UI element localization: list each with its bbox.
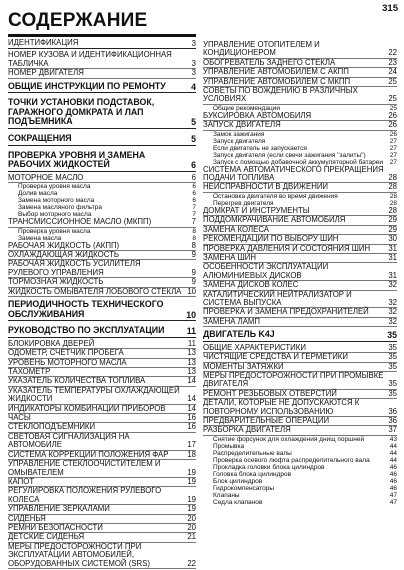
toc-entry-title: ТОЧКИ УСТАНОВКИ ПОДСТАВОК, ГАРАЖНОГО ДОМКРАТА И ЛАП ПОДЪЕМНИКА (8, 97, 155, 127)
toc-entry-title: Долив масла (18, 190, 58, 198)
toc-page-number: 6 (192, 190, 196, 198)
toc-page-number: 35 (388, 388, 397, 398)
toc-entry-title: СОКРАЩЕНИЯ (8, 133, 72, 143)
toc-page-number: 18 (187, 449, 196, 459)
toc-page-number: 23 (388, 57, 397, 67)
toc-entry-title: Замена масла (18, 234, 62, 242)
toc-entry-title: Клапаны (213, 491, 240, 499)
toc-entry-title: ПОДДОМКРАЧИВАНИЕ АВТОМОБИЛЯ (203, 215, 346, 225)
toc-page-number: 6 (192, 183, 196, 191)
toc-entry-title: Седла клапанов (213, 498, 263, 506)
toc-entry-title: НОМЕР КУЗОВА И ИДЕНТИФИКАЦИОННАЯ ТАБЛИЧКА (8, 50, 172, 68)
toc-page-number: 8 (191, 240, 196, 250)
toc-subentry (8, 190, 196, 197)
toc-page-number: 43 (389, 435, 397, 443)
toc-page-number: 10 (186, 309, 196, 320)
toc-entry (203, 318, 397, 327)
toc-page-number: 11 (186, 326, 196, 337)
toc-entry-title: МЕРЫ ПРЕДОСТОРОЖНОСТИ ПРИ ПРОМЫВКЕ ДВИГАТЕЛЯ (203, 370, 384, 389)
toc-entry-title: Перегрев двигателя (213, 199, 274, 207)
toc-page-number: 35 (387, 330, 397, 341)
toc-page-number: 35 (388, 342, 397, 352)
toc-entry-title: ДВИГАТЕЛЬ K4J (203, 329, 275, 340)
toc-entry (203, 166, 397, 184)
toc-page-number: 32 (388, 280, 397, 290)
toc-entry-title: РЕМОНТ РЕЗЬБОВЫХ ОТВЕРСТИЙ (203, 388, 337, 398)
toc-page-number: 26 (388, 120, 397, 130)
toc-page-number: 28 (389, 199, 397, 207)
toc-page-number: 19 (187, 467, 196, 477)
toc-page-number: 13 (187, 367, 196, 377)
toc-subentry (8, 228, 196, 235)
toc-entry-title: Общие рекомендации (213, 104, 281, 112)
toc-entry-title: ТАХОМЕТР (8, 367, 51, 377)
toc-page-number: 26 (389, 130, 397, 138)
toc-page-number: 19 (187, 504, 196, 514)
toc-page-number: 35 (388, 379, 397, 389)
toc-entry (8, 51, 196, 69)
toc-page-number: 44 (389, 449, 397, 457)
toc-entry-title: Замена моторного масла (18, 197, 95, 205)
toc-page-number: 3 (191, 58, 196, 68)
toc-entry-title: УКАЗАТЕЛЬ ТЕМПЕРАТУРЫ ОХЛАЖДАЮЩЕЙ ЖИДКОСТИ (8, 385, 180, 404)
toc-entry-title: СИСТЕМА АВТОМАТИЧЕСКОГО ПРЕКРАЩЕНИЯ ПОДАЧИ ТОПЛИВА (203, 164, 384, 183)
toc-entry-title: ДЕТСКИЕ СИДЕНЬЯ (8, 532, 85, 542)
toc-section-heading (8, 300, 196, 321)
toc-page-number: 29 (388, 224, 397, 234)
toc-page-number: 6 (191, 172, 196, 182)
toc-entry-title: Замок зажигания (213, 130, 265, 138)
toc-entry-title: БЛОКИРОВКА ДВЕРЕЙ (8, 338, 95, 348)
toc-page-number: 31 (388, 252, 397, 262)
toc-page-number: 20 (187, 513, 196, 523)
toc-section-heading (8, 326, 196, 338)
toc-entry-title: Замена масляного фильтра (18, 204, 102, 212)
toc-entry-title: НОМЕР ДВИГАТЕЛЯ (8, 68, 84, 78)
toc-page-number: 47 (389, 498, 397, 506)
toc-subentry (203, 492, 397, 499)
toc-entry (8, 39, 196, 49)
toc-page-number: 13 (187, 348, 196, 358)
toc-entry (8, 487, 196, 505)
toc-entry (203, 263, 397, 281)
toc-subentry (203, 193, 397, 200)
toc-page-number: 25 (388, 76, 397, 86)
toc-entry-title: ЗАМЕНА КОЛЕСА (203, 224, 270, 234)
toc-page-number: 46 (389, 470, 397, 478)
toc-entry-title: ЗАМЕНА ДИСКОВ КОЛЕС (203, 280, 299, 290)
toc-entry-title: ДОМКРАТ И ИНСТРУМЕНТЫ (203, 205, 310, 215)
toc-page-number: 31 (388, 270, 397, 280)
toc-entry-title: ЗАПУСК ДВИГАТЕЛЯ (203, 120, 281, 130)
toc-subentry (203, 457, 397, 464)
toc-page-number: 27 (389, 151, 397, 159)
toc-page-number: 47 (389, 491, 397, 499)
toc-subentry (203, 478, 397, 485)
toc-entry-title: НЕИСПРАВНОСТИ В ДВИЖЕНИИ (203, 182, 329, 192)
toc-page-number: 13 (187, 357, 196, 367)
toc-page-number: 44 (389, 456, 397, 464)
toc-page-number: 14 (187, 376, 196, 386)
toc-entry-title: ТОРМОЗНАЯ ЖИДКОСТЬ (8, 277, 104, 287)
toc-page-number: 30 (388, 234, 397, 244)
toc-entry-title: СИСТЕМА КОРРЕКЦИИ ПОЛОЖЕНИЯ ФАР (8, 449, 169, 459)
toc-entry-title: МОТОРНОЕ МАСЛО (8, 172, 84, 182)
toc-section-heading (8, 98, 196, 129)
toc-page-number: 36 (388, 416, 397, 425)
toc-page-number: 27 (389, 144, 397, 152)
title-rule (8, 34, 196, 37)
toc-entry (8, 543, 196, 569)
toc-entry-title: РАБОЧАЯ ЖИДКОСТЬ (АКПП) (8, 240, 120, 250)
toc-page-number: 19 (187, 494, 196, 504)
toc-page-number: 9 (191, 277, 196, 287)
toc-subentry (203, 138, 397, 145)
toc-entry-title: Прокладка головки блока цилиндров (213, 463, 325, 471)
toc-subentry (203, 145, 397, 152)
toc-entry-title: ЧИСТЯЩИЕ СРЕДСТВА И ГЕРМЕТИКИ (203, 352, 348, 362)
toc-page-number: 28 (388, 173, 397, 183)
toc-entry-title: УПРАВЛЕНИЕ ОТОПИТЕЛЕМ И КОНДИЦИОНЕРОМ (203, 40, 320, 58)
toc-page-number: 25 (389, 104, 397, 112)
toc-subentry (203, 152, 397, 159)
toc-entry-title: УПРАВЛЕНИЕ АВТОМОБИЛЕМ С АКПП (203, 67, 349, 77)
toc-entry-title: Проверка уровня масла (18, 183, 91, 191)
toc-section-heading (8, 151, 196, 172)
toc-entry-title: ОБЩИЕ ИНСТРУКЦИИ ПО РЕМОНТУ (8, 80, 166, 91)
toc-entry-title: Проверка уровня масла (18, 227, 91, 235)
toc-page-number: 8 (192, 227, 196, 235)
toc-entry-title: РЕКОМЕНДАЦИИ ПО ВЫБОРУ ШИН (203, 234, 339, 244)
toc-subentry (203, 485, 397, 492)
toc-entry-title: ОСОБЕННОСТИ ЭКСПЛУАТАЦИИ АЛЮМИНИЕВЫХ ДИСКОВ (203, 262, 329, 280)
toc-entry (8, 460, 196, 478)
toc-entry-title: Остановка двигателя во время движения (213, 192, 338, 200)
toc-page-number: 44 (389, 442, 397, 450)
toc-entry (203, 372, 397, 390)
toc-entry-title: ПЕРИОДИЧНОСТЬ ТЕХНИЧЕСКОГО ОБСЛУЖИВАНИЯ (8, 299, 164, 319)
toc-entry-title: Запуск двигателя (если свечи зажигания "залиты") (213, 151, 366, 159)
toc-entry-title: РЕГУЛИРОВКА ПОЛОЖЕНИЯ РУЛЕВОГО КОЛЕСА (8, 486, 162, 504)
toc-page-number: 5 (191, 117, 196, 128)
toc-entry (8, 405, 196, 414)
toc-entry-title: КАПОТ (8, 476, 35, 486)
toc-page-number: 16 (187, 413, 196, 423)
toc-entry-title: РАБОЧАЯ ЖИДКОСТЬ УСИЛИТЕЛЯ РУЛЕВОГО УПРАВЛЕНИЯ (8, 259, 141, 277)
toc-entry-title: УРОВЕНЬ МОТОРНОГО МАСЛА (8, 357, 127, 367)
toc-entry-title: ПРОВЕРКА УРОВНЯ И ЗАМЕНА РАБОЧИХ ЖИДКОСТЕЙ (8, 149, 146, 170)
toc-entry (203, 87, 397, 105)
toc-entry (203, 41, 397, 59)
toc-entry-title: МОМЕНТЫ ЗАТЯЖКИ (203, 361, 284, 371)
toc-subentry (203, 471, 397, 478)
toc-entry (203, 426, 397, 435)
toc-entry-title: СИДЕНЬЯ (8, 513, 46, 523)
toc-entry-title: Проверка осевого люфта распределительного вала (213, 456, 370, 464)
toc-entry (203, 399, 397, 417)
toc-entry (8, 69, 196, 78)
toc-entry (8, 260, 196, 278)
toc-entry (203, 291, 397, 309)
toc-section-heading (8, 134, 196, 146)
toc-page-number: 17 (187, 440, 196, 450)
toc-entry (8, 174, 196, 183)
toc-page-number: 36 (388, 406, 397, 416)
toc-page-number: 20 (187, 522, 196, 532)
toc-entry-title: РЕМНИ БЕЗОПАСНОСТИ (8, 522, 103, 532)
toc-subentry (203, 443, 397, 450)
toc-entry-title: ЖИДКОСТЬ ОМЫВАТЕЛЯ ЛОБОВОГО СТЕКЛА (8, 286, 182, 296)
toc-entry-title: УКАЗАТЕЛЬ КОЛИЧЕСТВА ТОПЛИВА (8, 376, 146, 386)
toc-entry-title: ЗАМЕНА ШИН (203, 252, 256, 262)
toc-entry-title: ДЕТАЛИ, КОТОРЫЕ НЕ ДОПУСКАЮТСЯ К ПОВТОРНОМУ ИСПОЛЬЗОВАНИЮ (203, 398, 360, 416)
toc-entry-title: РУКОВОДСТВО ПО ЭКСПЛУАТАЦИИ (8, 325, 165, 336)
toc-page-number: 35 (388, 361, 397, 371)
toc-page-number: 5 (191, 134, 196, 144)
toc-page-number: 37 (388, 425, 397, 435)
toc-entry-title: ОБОГРЕВАТЕЛЬ ЗАДНЕГО СТЕКЛА (203, 57, 336, 67)
toc-page-number: 9 (191, 267, 196, 277)
toc-right-column (203, 41, 397, 506)
toc-entry (8, 433, 196, 451)
toc-entry-title: ПРОВЕРКА ДАВЛЕНИЯ И СОСТОЯНИЯ ШИН (203, 243, 371, 253)
toc-entry-title: ЧАСЫ (8, 413, 31, 423)
toc-entry-title: Гидрокомпенсаторы (213, 484, 275, 492)
toc-entry (203, 183, 397, 192)
toc-entry (8, 218, 196, 227)
toc-page-number: 19 (187, 476, 196, 486)
toc-entry-title: ОБЩИЕ ХАРАКТЕРИСТИКИ (203, 342, 306, 352)
toc-page-number: 28 (388, 182, 397, 192)
toc-page-number: 22 (187, 558, 196, 568)
toc-entry-title: ПРОВЕРКА И ЗАМЕНА ПРЕДОХРАНИТЕЛЕЙ (203, 307, 369, 317)
toc-subentry (203, 464, 397, 471)
toc-left-column (8, 39, 196, 569)
toc-subentry (203, 499, 397, 506)
toc-page-number: 28 (389, 192, 397, 200)
toc-entry-title: ИНДИКАТОРЫ КОМБИНАЦИИ ПРИБОРОВ (8, 403, 166, 413)
toc-entry-title: Снятие форсунок для охлаждения днищ поршней (213, 435, 365, 443)
toc-page-number: 46 (389, 484, 397, 492)
toc-entry-title: Запуск с помощью добавочной аккумуляторной батареи (213, 158, 384, 166)
toc-page-number: 24 (388, 67, 397, 77)
toc-entry-title: ЗАМЕНА ЛАМП (203, 316, 261, 326)
toc-page-number: 7 (192, 204, 196, 212)
toc-page-number: 14 (187, 403, 196, 413)
toc-entry-title: ИДЕНТИФИКАЦИЯ (8, 38, 79, 47)
toc-entry (8, 387, 196, 405)
toc-entry-title: ОХЛАЖДАЮЩАЯ ЖИДКОСТЬ (8, 250, 119, 259)
toc-entry-title: УПРАВЛЕНИЕ ЗЕРКАЛАМИ (8, 504, 110, 514)
toc-page-number: 28 (388, 205, 397, 215)
page-title: СОДЕРЖАНИЕ (8, 10, 148, 31)
toc-subentry (8, 197, 196, 204)
toc-entry-title: Распределительные валы (213, 449, 292, 457)
toc-entry (203, 121, 397, 130)
toc-entry-title: Блок цилиндров (213, 477, 263, 485)
toc-entry-title: ПРЕДВАРИТЕЛЬНЫЕ ОПЕРАЦИИ (203, 416, 330, 425)
toc-entry-title: Если двигатель не запускается (213, 144, 307, 152)
toc-subentry (8, 183, 196, 190)
toc-page-number: 3 (191, 68, 196, 78)
toc-page-number: 8 (192, 234, 196, 242)
toc-page-number: 46 (389, 463, 397, 471)
toc-page-number: 16 (187, 422, 196, 432)
toc-entry-title: РАЗБОРКА ДВИГАТЕЛЯ (203, 425, 291, 435)
toc-page-number: 14 (187, 394, 196, 404)
toc-subentry (203, 450, 397, 457)
toc-page-number: 3 (191, 39, 196, 48)
toc-entry-title: УПРАВЛЕНИЕ СТЕКЛООЧИСТИТЕЛЕМ И ОМЫВАТЕЛЕМ (8, 459, 161, 477)
toc-page-number: 9 (191, 250, 196, 259)
toc-entry-title: Головка блока цилиндров (213, 470, 292, 478)
toc-page-number: 32 (388, 307, 397, 317)
toc-entry-title: Промывка (213, 442, 245, 450)
toc-entry-title: ТРАНСМИССИОННОЕ МАСЛО (МКПП) (8, 217, 152, 227)
toc-page-number: 32 (388, 316, 397, 326)
toc-subentry (203, 131, 397, 138)
toc-entry-title: СОВЕТЫ ПО ВОЖДЕНИЮ В РАЗЛИЧНЫХ УСЛОВИЯХ (203, 86, 358, 104)
toc-page-number: 7 (192, 211, 196, 219)
toc-entry-title: КАТАЛИТИЧЕСКИЙ НЕЙТРАЛИЗАТОР И СИСТЕМА ВЫПУСКА (203, 289, 352, 307)
toc-page-number: 35 (388, 352, 397, 362)
toc-entry-title: Запуск двигателя (213, 137, 266, 145)
toc-page-number: 29 (388, 215, 397, 225)
toc-entry-title: МЕРЫ ПРЕДОСТОРОЖНОСТИ ПРИ ЭКСПЛУАТАЦИИ АВТОМОБИЛЕЙ, ОБОРУДОВАННЫХ СИСТЕМОЙ (SRS) (8, 541, 150, 568)
toc-page-number: 22 (388, 48, 397, 58)
toc-page-number: 25 (388, 94, 397, 104)
toc-page-number: 7 (191, 217, 196, 227)
toc-page-number: 10 (187, 286, 196, 296)
toc-subentry (203, 436, 397, 443)
toc-page-number: 32 (388, 297, 397, 307)
toc-page-number: 21 (187, 532, 196, 542)
toc-entry-title: БУКСИРОВКА АВТОМОБИЛЯ (203, 110, 312, 120)
toc-page-number: 27 (389, 158, 397, 166)
toc-page-number: 11 (187, 338, 196, 348)
toc-page-number: 26 (388, 110, 397, 120)
toc-entry-title: УПРАВЛЕНИЕ АВТОМОБИЛЕМ С МКПП (203, 76, 351, 86)
toc-page-number: 31 (388, 243, 397, 253)
toc-page-number: 27 (389, 137, 397, 145)
toc-entry-title: Выбор моторного масла (18, 211, 92, 219)
page-number: 315 (382, 3, 398, 14)
toc-page-number: 6 (191, 160, 196, 171)
toc-section-heading (8, 82, 196, 94)
toc-page-number: 6 (192, 197, 196, 205)
toc-section-heading (203, 330, 397, 342)
toc-entry-title: СТЕКЛОПОДЪЕМНИКИ (8, 422, 96, 432)
toc-entry (8, 288, 196, 297)
toc-entry-title: СВЕТОВАЯ СИГНАЛИЗАЦИЯ НА АВТОМОБИЛЕ (8, 431, 130, 450)
toc-page-number: 4 (191, 81, 196, 92)
toc-page-number: 46 (389, 477, 397, 485)
toc-entry-title: ОДОМЕТР, СЧЕТЧИК ПРОБЕГА (8, 348, 124, 358)
